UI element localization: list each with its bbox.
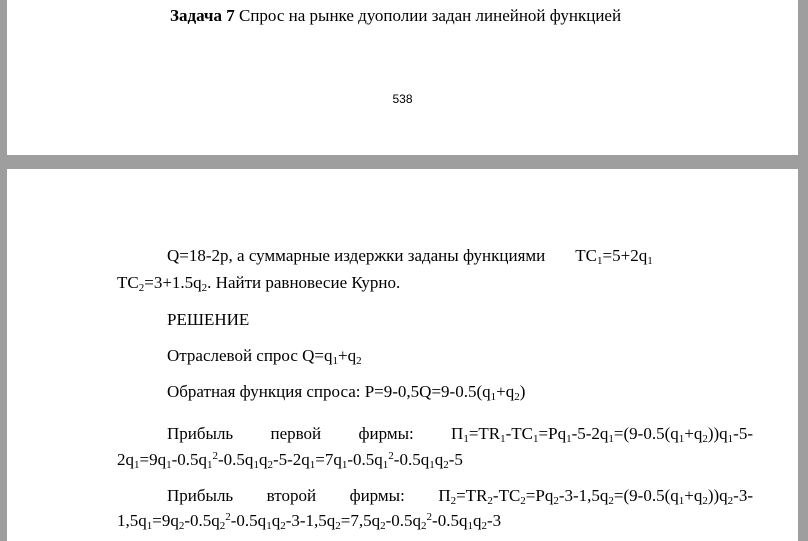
solution-heading: РЕШЕНИЕ <box>167 310 250 329</box>
page-number: 538 <box>392 92 413 106</box>
industry-demand-line: Отраслевой спрос $Q=q_1+q_2$ <box>167 346 362 367</box>
profit-firm-2-line-2: $1,5q_1=9q_2-0.5q_2^2-0.5q_1q_2-3-1,5q_2=7,5q_2-0.5q_2^2-0.5q_1q_2-3$ <box>117 511 502 532</box>
profit-firm-1-line-1: Прибыль первой фирмы: $П_1=TR_1-TC_1=Pq_1-5-2q_1=(9-0.5(q_1+q_2))q_1-5-$ <box>167 424 753 445</box>
problem-line-2: $TC_2=3+1.5q_2$. Найти равновесие Курно. <box>117 273 401 294</box>
inverse-demand-line: Обратная функция спроса: $P=9-0,5Q=9-0.5(q_1+q_2)$ <box>167 382 526 403</box>
profit-firm-1-line-2: $2q_1=9q_1-0.5q_1^2-0.5q_1q_2-5-2q_1=7q_1-0.5q_1^2-0.5q_1q_2-5$ <box>117 450 463 471</box>
problem-line-1: Q=18-2p, а суммарные издержки заданы функциями $TC_1=5+2q_1$ <box>167 246 653 267</box>
document-page-2 <box>7 169 798 541</box>
document-page-1 <box>7 0 798 155</box>
task-title-bold: Задача 7 <box>170 6 235 25</box>
task-title <box>170 6 621 26</box>
profit-firm-2-line-1: Прибыль второй фирмы: $П_2=TR_2-TC_2=Pq_2-3-1,5q_2=(9-0.5(q_1+q_2))q_2-3-$ <box>167 486 753 507</box>
task-title-text: Спрос на рынке дуополии задан линейной функцией <box>234 6 622 25</box>
